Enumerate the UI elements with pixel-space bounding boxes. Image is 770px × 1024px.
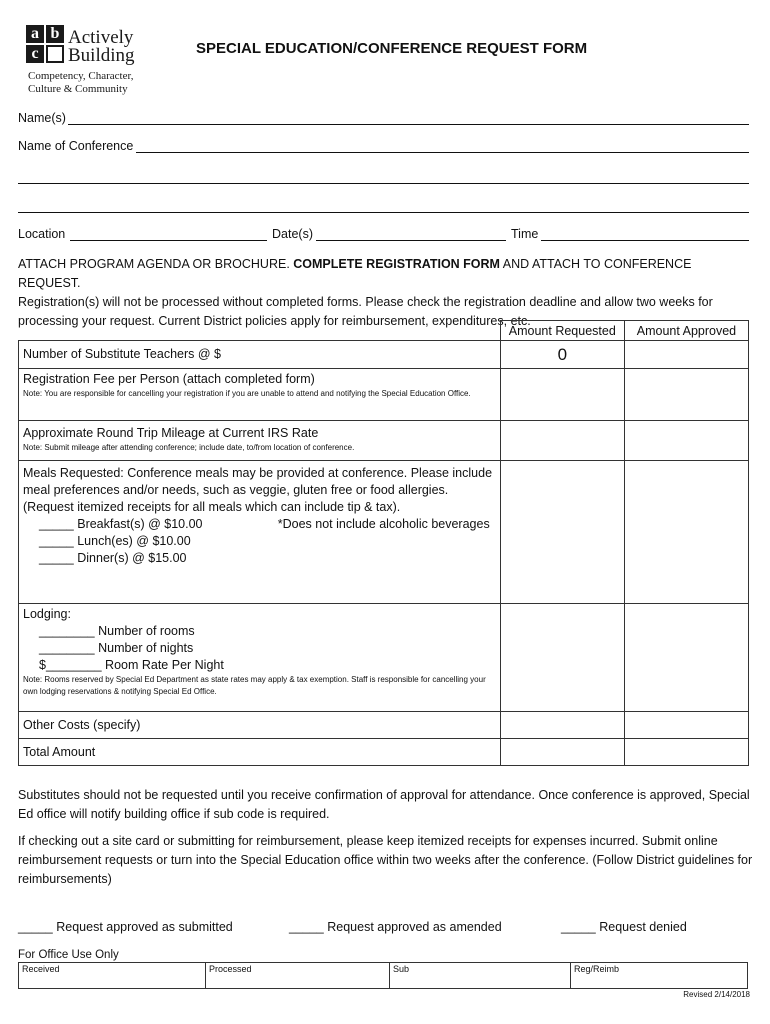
meals-approved[interactable]	[624, 461, 748, 604]
office-use-label: For Office Use Only	[18, 949, 119, 961]
logo-mark	[26, 25, 66, 65]
receipts-paragraph: If checking out a site card or submitting for reimbursement, please keep itemized receipts for expenses incurred. Submit online reimbursement requests or turn into the Special Education office within two weeks after the conference. (Follow District guidelines for reimbursements)	[18, 834, 753, 886]
other-costs-approved[interactable]	[624, 712, 748, 739]
office-reg-reimb[interactable]: Reg/Reimb	[571, 963, 748, 989]
dates-label: Date(s)	[272, 227, 313, 241]
header-amount-approved: Amount Approved	[624, 321, 748, 341]
meals-intro: Meals Requested: Conference meals may be provided at conference. Please include meal preferences and/or needs, such as veggie, gluten free or food allergies. (Request itemized receipts for all meals which can include tip & tax).	[23, 466, 493, 514]
row-substitutes	[19, 341, 749, 369]
office-sub[interactable]: Sub	[390, 963, 571, 989]
instructions-line2: Registration(s) will not be processed without completed forms. Please check the registration deadline and allow two weeks for processing your request. Current District policies apply for reimbursement, expenditures, etc.	[18, 295, 713, 328]
registration-requested[interactable]	[500, 369, 624, 421]
office-received[interactable]: Received	[19, 963, 206, 989]
conference-field-line-3[interactable]	[18, 212, 749, 213]
location-field[interactable]	[70, 240, 267, 241]
mileage-requested[interactable]	[500, 421, 624, 461]
meals-cell	[19, 461, 501, 604]
conference-field[interactable]	[136, 152, 749, 153]
instructions-bold: COMPLETE REGISTRATION FORM	[293, 257, 500, 271]
lodging-cell	[19, 604, 501, 712]
lunch-label: _____ Lunch(es) @ $10.00	[39, 534, 191, 548]
mileage-label: Approximate Round Trip Mileage at Current IRS Rate	[23, 426, 319, 440]
instructions-part1: ATTACH PROGRAM AGENDA OR BROCHURE.	[18, 257, 294, 271]
header-amount-requested: Amount Requested	[500, 321, 624, 341]
total-requested[interactable]	[500, 739, 624, 766]
breakfast-line	[23, 516, 496, 533]
mileage-cell	[19, 421, 501, 461]
total-label: Total Amount	[19, 739, 501, 766]
location-label: Location	[18, 227, 66, 241]
lodging-label: Lodging:	[23, 607, 71, 621]
row-lodging	[19, 604, 749, 712]
substitutes-approved[interactable]	[624, 341, 748, 369]
lodging-nights: ________ Number of nights	[39, 641, 194, 655]
meals-requested[interactable]	[500, 461, 624, 604]
conference-label: Name of Conference	[18, 139, 134, 153]
time-field[interactable]	[541, 240, 749, 241]
substitutes-paragraph: Substitutes should not be requested until you receive confirmation of approval for attendance. Once conference is approved, Special Ed office will notify building office if sub code is required.	[18, 788, 750, 821]
expense-table	[18, 320, 749, 766]
names-label: Name(s)	[18, 111, 66, 125]
total-approved[interactable]	[624, 739, 748, 766]
other-costs-requested[interactable]	[500, 712, 624, 739]
logo-apple-box	[46, 45, 64, 63]
logo-letter-b: b	[46, 25, 64, 43]
lodging-note: Note: Rooms reserved by Special Ed Department as state rates may apply & tax exemption. Staff is responsible for cancelling your own lodging reservations & notifying Special Ed Office.	[23, 675, 486, 696]
logo-letter-a: a	[26, 25, 44, 43]
time-label: Time	[511, 227, 539, 241]
logo-word-building: Building	[68, 45, 135, 66]
mileage-approved[interactable]	[624, 421, 748, 461]
dinner-label: _____ Dinner(s) @ $15.00	[39, 551, 187, 565]
lodging-approved[interactable]	[624, 604, 748, 712]
registration-cell	[19, 369, 501, 421]
substitutes-label: Number of Substitute Teachers @ $	[19, 341, 501, 369]
substitutes-requested[interactable]: 0	[500, 341, 624, 369]
lodging-rooms: ________ Number of rooms	[39, 624, 195, 638]
lodging-requested[interactable]	[500, 604, 624, 712]
row-other-costs	[19, 712, 749, 739]
approved-as-submitted[interactable]: _____ Request approved as submitted	[18, 920, 233, 934]
logo-word-actively: Actively	[68, 27, 134, 48]
mileage-note: Note: Submit mileage after attending conference; include date, to/from location of conference.	[23, 443, 355, 452]
logo-tagline-2: Culture & Community	[28, 83, 128, 95]
registration-approved[interactable]	[624, 369, 748, 421]
lodging-rate: $________ Room Rate Per Night	[39, 658, 224, 672]
breakfast-label: _____ Breakfast(s) @ $10.00	[39, 517, 203, 531]
row-mileage	[19, 421, 749, 461]
row-registration	[19, 369, 749, 421]
instructions-part2: AND ATTACH TO CONFERENCE REQUEST.	[18, 257, 692, 290]
approved-as-amended[interactable]: _____ Request approved as amended	[289, 920, 502, 934]
revised-date: Revised 2/14/2018	[683, 990, 750, 999]
row-meals	[19, 461, 749, 604]
other-costs-label: Other Costs (specify)	[19, 712, 501, 739]
office-processed[interactable]: Processed	[206, 963, 390, 989]
request-denied[interactable]: _____ Request denied	[561, 920, 687, 934]
alcohol-note: *Does not include alcoholic beverages	[277, 517, 490, 531]
logo-letter-c: c	[26, 45, 44, 63]
office-use-table	[18, 962, 748, 989]
page-title: SPECIAL EDUCATION/CONFERENCE REQUEST FORM	[196, 40, 588, 57]
logo	[26, 25, 154, 97]
dates-field[interactable]	[316, 240, 506, 241]
registration-note: Note: You are responsible for cancelling your registration if you are unable to attend and notifying the Special Education Office.	[23, 389, 471, 398]
row-total	[19, 739, 749, 766]
conference-field-line-2[interactable]	[18, 183, 749, 184]
logo-tagline-1: Competency, Character,	[28, 70, 134, 82]
names-field[interactable]	[68, 124, 749, 125]
table-header-blank	[19, 321, 501, 341]
registration-label: Registration Fee per Person (attach completed form)	[23, 372, 315, 386]
